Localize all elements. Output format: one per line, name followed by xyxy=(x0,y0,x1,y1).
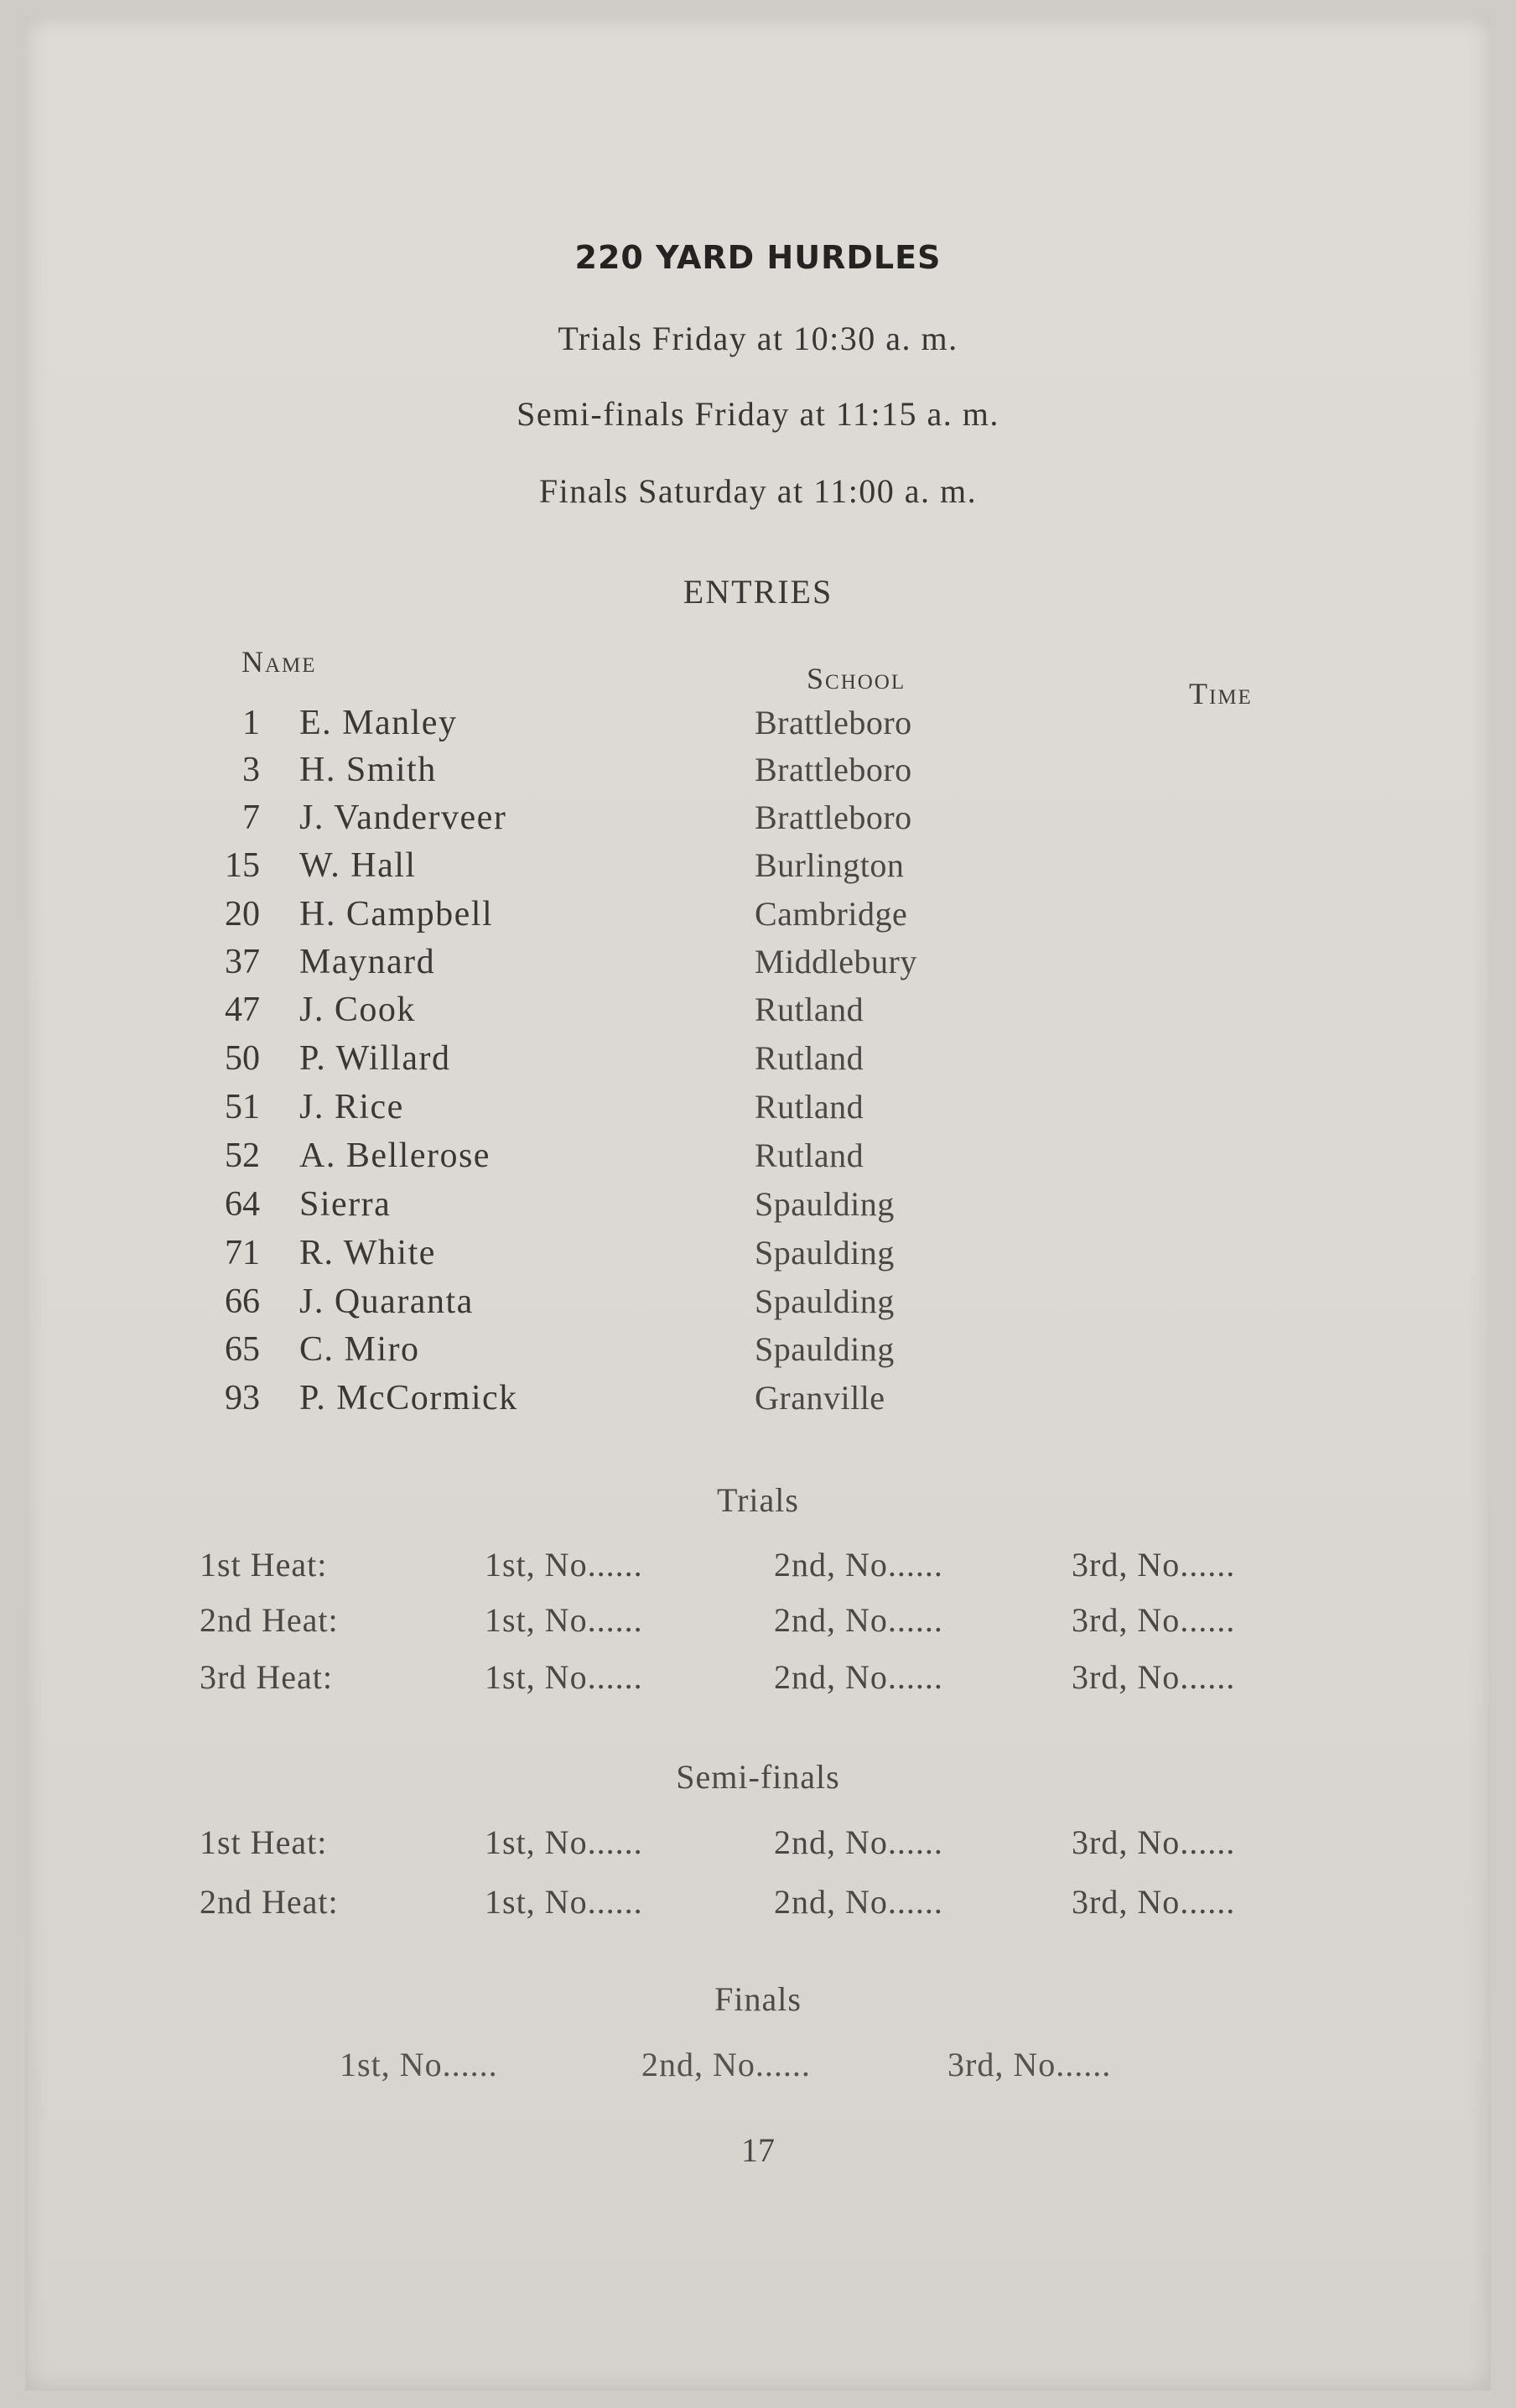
second-place-blank: 2nd, No...... xyxy=(641,2046,811,2083)
entry-number: 1 xyxy=(242,704,260,742)
entry-name: E. Manley xyxy=(299,704,458,742)
third-place-blank: 3rd, No...... xyxy=(1072,1546,1236,1584)
entry-number: 93 xyxy=(225,1379,260,1417)
entry-number: 15 xyxy=(225,846,260,885)
entry-row xyxy=(201,894,956,938)
entry-row xyxy=(201,990,956,1033)
first-place-blank: 1st, No...... xyxy=(485,1658,643,1696)
first-place-blank: 1st, No...... xyxy=(485,1823,643,1861)
heat-label: 2nd Heat: xyxy=(200,1601,339,1639)
second-place-blank: 2nd, No...... xyxy=(774,1601,943,1639)
entry-row xyxy=(201,1038,956,1082)
page-number: 17 xyxy=(741,2131,775,2169)
entry-row xyxy=(201,942,956,986)
finals-row xyxy=(340,2045,1262,2087)
entry-name: Maynard xyxy=(299,943,436,981)
entry-row xyxy=(201,845,956,889)
third-place-blank: 3rd, No...... xyxy=(1072,1823,1236,1861)
heat-label: 2nd Heat: xyxy=(200,1883,339,1921)
entry-school: Brattleboro xyxy=(755,798,912,836)
entry-number: 3 xyxy=(242,751,260,789)
entry-name: C. Miro xyxy=(299,1330,420,1369)
trials-heading: Trials xyxy=(717,1481,799,1519)
column-header-school: School xyxy=(807,662,906,695)
entry-school: Spaulding xyxy=(755,1234,895,1272)
first-place-blank: 1st, No...... xyxy=(485,1546,643,1584)
entry-name: J. Rice xyxy=(299,1088,404,1126)
entry-row xyxy=(201,1087,956,1131)
entry-school: Spaulding xyxy=(755,1330,895,1368)
entries-heading: ENTRIES xyxy=(683,573,833,611)
entry-row xyxy=(201,1282,956,1325)
semifinals-heat-row xyxy=(200,1823,1357,1865)
entry-name: J. Cook xyxy=(299,991,416,1029)
entry-row xyxy=(201,1329,956,1373)
entry-school: Cambridge xyxy=(755,895,908,933)
entry-name: W. Hall xyxy=(299,846,417,885)
schedule-semifinals: Semi-finals Friday at 11:15 a. m. xyxy=(517,395,999,433)
entry-number: 51 xyxy=(225,1088,260,1126)
entry-school: Spaulding xyxy=(755,1282,895,1320)
third-place-blank: 3rd, No...... xyxy=(948,2046,1112,2083)
entry-number: 71 xyxy=(225,1234,260,1272)
entry-school: Brattleboro xyxy=(755,704,912,741)
entry-row xyxy=(201,1378,956,1422)
entry-school: Burlington xyxy=(755,846,905,884)
entry-number: 20 xyxy=(225,895,260,934)
entry-school: Brattleboro xyxy=(755,751,912,788)
second-place-blank: 2nd, No...... xyxy=(774,1546,943,1584)
schedule-trials: Trials Friday at 10:30 a. m. xyxy=(558,320,958,357)
heat-label: 1st Heat: xyxy=(200,1546,328,1584)
entry-number: 50 xyxy=(225,1039,260,1078)
trials-heat-row xyxy=(200,1600,1357,1642)
entry-school: Spaulding xyxy=(755,1185,895,1223)
third-place-blank: 3rd, No...... xyxy=(1072,1883,1236,1921)
entry-row xyxy=(201,750,956,793)
entry-name: P. McCormick xyxy=(299,1379,518,1417)
entry-number: 66 xyxy=(225,1282,260,1321)
entry-number: 37 xyxy=(225,943,260,981)
entry-row xyxy=(201,1184,956,1228)
entry-row xyxy=(201,703,956,746)
column-header-name: Name xyxy=(241,645,317,679)
second-place-blank: 2nd, No...... xyxy=(774,1883,943,1921)
entry-name: H. Campbell xyxy=(299,895,494,934)
schedule-finals: Finals Saturday at 11:00 a. m. xyxy=(538,472,978,510)
third-place-blank: 3rd, No...... xyxy=(1072,1601,1236,1639)
entry-name: J. Quaranta xyxy=(299,1282,474,1321)
column-header-time: Time xyxy=(1189,677,1253,710)
semifinals-heading: Semi-finals xyxy=(676,1758,840,1796)
entry-name: P. Willard xyxy=(299,1039,451,1078)
entry-row xyxy=(201,798,956,841)
entry-school: Middlebury xyxy=(755,943,917,980)
entry-number: 47 xyxy=(225,991,260,1029)
entry-name: H. Smith xyxy=(299,751,437,789)
heat-label: 3rd Heat: xyxy=(200,1658,333,1696)
entry-school: Rutland xyxy=(755,1136,864,1174)
semifinals-heat-row xyxy=(200,1882,1357,1924)
entry-row xyxy=(201,1233,956,1277)
entry-school: Rutland xyxy=(755,1088,864,1126)
trials-heat-row xyxy=(200,1545,1357,1587)
entry-number: 7 xyxy=(242,798,260,837)
entry-name: J. Vanderveer xyxy=(299,798,507,837)
finals-heading: Finals xyxy=(714,1980,802,2018)
entry-name: Sierra xyxy=(299,1185,392,1224)
second-place-blank: 2nd, No...... xyxy=(774,1823,943,1861)
entry-name: A. Bellerose xyxy=(299,1136,491,1175)
entry-number: 64 xyxy=(225,1185,260,1224)
trials-heat-row xyxy=(200,1657,1357,1699)
first-place-blank: 1st, No...... xyxy=(485,1601,643,1639)
entry-school: Rutland xyxy=(755,1039,864,1077)
entry-school: Rutland xyxy=(755,991,864,1028)
third-place-blank: 3rd, No...... xyxy=(1072,1658,1236,1696)
entry-number: 52 xyxy=(225,1136,260,1175)
heat-label: 1st Heat: xyxy=(200,1823,328,1861)
event-title: 220 YARD HURDLES xyxy=(574,239,942,276)
entry-row xyxy=(201,1136,956,1179)
entry-name: R. White xyxy=(299,1234,436,1272)
first-place-blank: 1st, No...... xyxy=(340,2046,498,2083)
first-place-blank: 1st, No...... xyxy=(485,1883,643,1921)
entry-school: Granville xyxy=(755,1379,885,1417)
entry-number: 65 xyxy=(225,1330,260,1369)
second-place-blank: 2nd, No...... xyxy=(774,1658,943,1696)
